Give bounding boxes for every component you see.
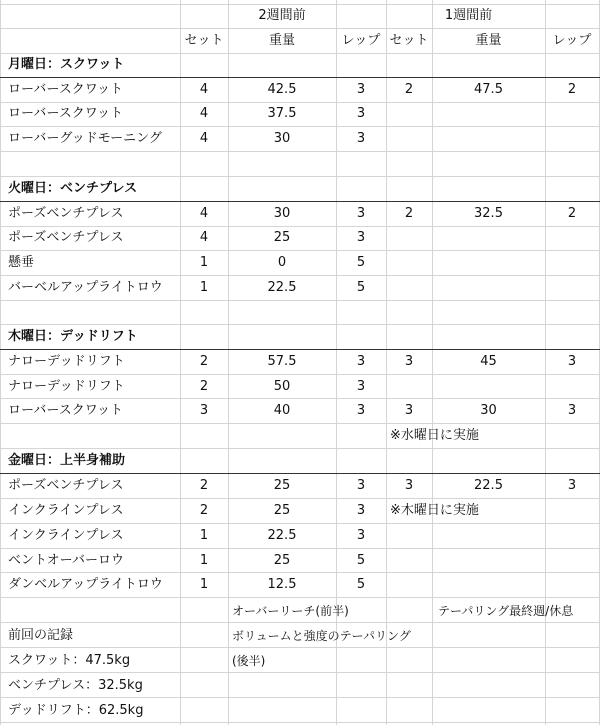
- weight-2w: 25: [273, 503, 291, 518]
- reps-1w: 3: [567, 478, 577, 493]
- reps-2w: 5: [356, 280, 366, 295]
- exercise-name: ダンベルアップライトロウ: [8, 577, 163, 592]
- grid-line: [0, 126, 600, 127]
- grid-line: [0, 324, 600, 325]
- period-1w-header: 1週間前: [444, 8, 493, 23]
- records-title: 前回の記録: [8, 628, 74, 643]
- sets-2w: 3: [199, 403, 209, 418]
- grid-line: [0, 250, 600, 251]
- record-deadlift: デッドリフト：62.5kg: [8, 703, 144, 718]
- grid-line: [0, 548, 600, 549]
- sets-2w: 1: [199, 553, 209, 568]
- sets-2w: 4: [199, 82, 209, 97]
- weight-2w: 42.5: [267, 82, 297, 97]
- sets-1w: 2: [404, 206, 414, 221]
- grid-line: [0, 398, 600, 399]
- label-second-half: (後半): [232, 654, 266, 668]
- reps-2w: 5: [356, 577, 366, 592]
- grid-line: [0, 523, 600, 524]
- grid-line: [0, 647, 600, 648]
- sets-1w: 2: [404, 82, 414, 97]
- sets-2w: 1: [199, 280, 209, 295]
- reps-2w: 3: [356, 206, 366, 221]
- sets-2w: 2: [199, 478, 209, 493]
- reps-2w: 3: [356, 82, 366, 97]
- reps-2w: 3: [356, 478, 366, 493]
- weight-2w: 22.5: [267, 280, 297, 295]
- sets-2w: 4: [199, 206, 209, 221]
- col-weight-2w: 重量: [268, 33, 295, 48]
- grid-line: [0, 53, 600, 54]
- day-title-monday: 月曜日：スクワット: [8, 57, 125, 72]
- day-title-tuesday: 火曜日：ベンチプレス: [8, 181, 138, 196]
- label-overreach: オーバーリーチ(前半): [232, 604, 349, 618]
- weight-2w: 30: [273, 206, 291, 221]
- label-taper-final: テーパリング最終週/休息: [438, 604, 574, 618]
- col-sets-1w: セット: [389, 33, 429, 48]
- exercise-name: ローバースクワット: [8, 106, 124, 121]
- sets-2w: 1: [199, 255, 209, 270]
- exercise-name: バーベルアップライトロウ: [8, 280, 163, 295]
- grid-line: [0, 597, 600, 598]
- grid-line: [0, 374, 600, 375]
- exercise-name: ローバースクワット: [8, 82, 124, 97]
- grid-line: [0, 473, 600, 474]
- reps-2w: 3: [356, 354, 366, 369]
- sets-1w: 3: [404, 478, 414, 493]
- exercise-name: ポーズベンチプレス: [8, 230, 124, 245]
- weight-2w: 40: [273, 403, 291, 418]
- reps-1w: 3: [567, 354, 577, 369]
- grid-line: [0, 498, 600, 499]
- reps-1w: 2: [567, 82, 577, 97]
- grid-line: [0, 0, 1, 725]
- reps-2w: 3: [356, 528, 366, 543]
- weight-2w: 30: [273, 131, 291, 146]
- grid-line: [0, 448, 600, 449]
- exercise-name: ナローデッドリフト: [8, 379, 125, 394]
- weight-1w: 45: [480, 354, 497, 369]
- sets-1w: 3: [404, 354, 414, 369]
- grid-line: [0, 151, 600, 152]
- reps-2w: 3: [356, 131, 366, 146]
- weight-2w: 12.5: [267, 577, 297, 592]
- reps-2w: 3: [356, 403, 366, 418]
- reps-2w: 3: [356, 106, 366, 121]
- exercise-name: ナローデッドリフト: [8, 354, 125, 369]
- grid-line: [0, 423, 600, 424]
- reps-2w: 3: [356, 230, 366, 245]
- exercise-name: ベントオーバーロウ: [8, 553, 124, 568]
- grid-line: [0, 697, 600, 698]
- weight-2w: 22.5: [267, 528, 297, 543]
- weight-2w: 25: [273, 230, 291, 245]
- record-bench: ベンチプレス：32.5kg: [8, 678, 143, 693]
- grid-line: [0, 102, 600, 103]
- exercise-name: ポーズベンチプレス: [8, 478, 124, 493]
- grid-line: [0, 77, 600, 78]
- reps-2w: 5: [356, 553, 366, 568]
- sets-2w: 4: [199, 106, 209, 121]
- grid-line: [0, 176, 600, 177]
- col-sets-2w: セット: [184, 33, 224, 48]
- weight-1w: 32.5: [474, 206, 503, 221]
- weight-2w: 25: [273, 553, 291, 568]
- weight-2w: 57.5: [267, 354, 297, 369]
- weight-2w: 50: [273, 379, 291, 394]
- day-title-thursday: 木曜日：デッドリフト: [8, 329, 138, 344]
- reps-1w: 2: [567, 206, 577, 221]
- exercise-name: ポーズベンチプレス: [8, 206, 124, 221]
- exercise-name: 懸垂: [8, 255, 35, 270]
- sets-2w: 2: [199, 379, 209, 394]
- reps-1w: 3: [567, 403, 577, 418]
- record-squat: スクワット：47.5kg: [8, 653, 131, 668]
- label-volume-taper: ボリュームと強度のテーパリング: [232, 629, 411, 643]
- col-weight-1w: 重量: [475, 33, 502, 48]
- grid-line: [0, 722, 600, 723]
- sets-1w: 3: [404, 403, 414, 418]
- note-wednesday: ※水曜日に実施: [390, 428, 479, 443]
- reps-2w: 3: [356, 379, 366, 394]
- grid-line: [0, 4, 600, 5]
- grid-line: [0, 572, 600, 573]
- grid-line: [0, 349, 600, 350]
- exercise-name: インクラインプレス: [8, 528, 124, 543]
- weight-1w: 47.5: [474, 82, 503, 97]
- col-reps-1w: レップ: [552, 33, 592, 48]
- period-2w-header: 2週間前: [258, 8, 306, 23]
- day-title-friday: 金曜日：上半身補助: [8, 453, 126, 468]
- note-thursday: ※木曜日に実施: [390, 503, 479, 518]
- grid-line: [0, 622, 600, 623]
- sets-2w: 2: [199, 503, 209, 518]
- grid-line: [0, 28, 600, 29]
- sets-2w: 2: [199, 354, 209, 369]
- exercise-name: ローバースクワット: [8, 403, 124, 418]
- weight-2w: 37.5: [267, 106, 297, 121]
- grid-line: [0, 300, 600, 301]
- sets-2w: 4: [199, 131, 209, 146]
- col-reps-2w: レップ: [341, 33, 381, 48]
- weight-2w: 0: [277, 255, 287, 270]
- weight-1w: 30: [480, 403, 497, 418]
- grid-line: [0, 275, 600, 276]
- reps-2w: 5: [356, 255, 366, 270]
- sets-2w: 4: [199, 230, 209, 245]
- sets-2w: 1: [199, 577, 209, 592]
- grid-line: [0, 226, 600, 227]
- weight-1w: 22.5: [474, 478, 503, 493]
- grid-line: [0, 672, 600, 673]
- exercise-name: インクラインプレス: [8, 503, 124, 518]
- weight-2w: 25: [273, 478, 291, 493]
- reps-2w: 3: [356, 503, 366, 518]
- sets-2w: 1: [199, 528, 209, 543]
- exercise-name: ローバーグッドモーニング: [8, 131, 162, 146]
- grid-line: [0, 201, 600, 202]
